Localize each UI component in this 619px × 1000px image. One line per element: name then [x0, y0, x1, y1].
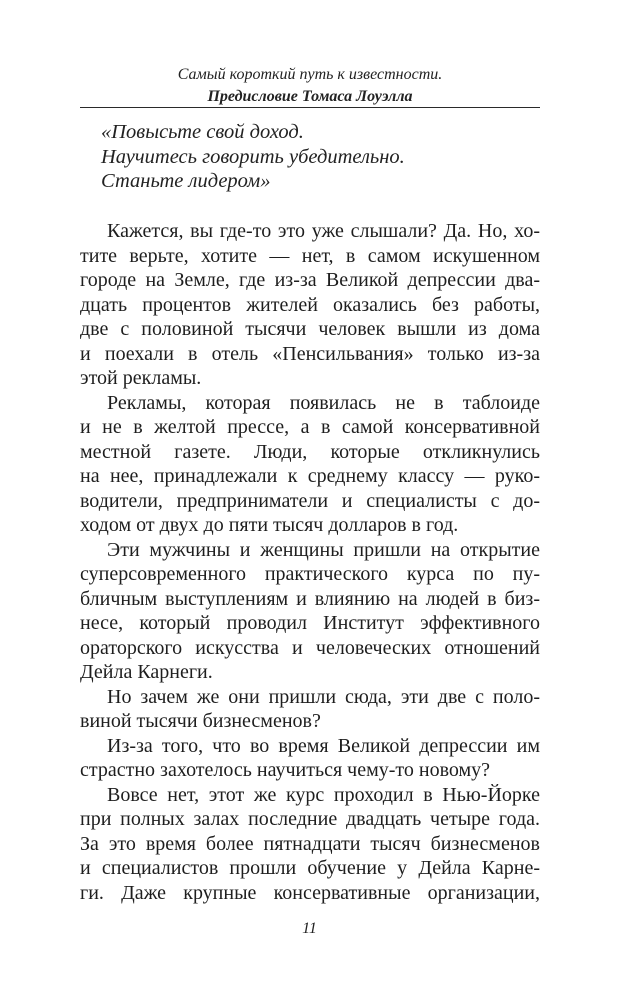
body-line: бличным выступлениям и влиянию на людей в биз- — [80, 587, 540, 610]
body-line: местной газете. Люди, которые откликнулись — [80, 440, 540, 463]
body-line: и специалистов прошли обучение у Дейла Карне- — [80, 857, 540, 879]
body-line: Из-за того, что во время Великой депрессии им — [107, 734, 540, 757]
body-line: Вовсе нет, этот же курс проходил в Нью-Йорке — [107, 783, 540, 806]
paragraph — [80, 685, 540, 734]
epigraph-line: Станьте лидером» — [101, 170, 271, 192]
body-line: при полных залах последние двадцать четыре года. — [80, 808, 540, 830]
body-line: ораторского искусства и человеческих отношений — [80, 636, 540, 659]
paragraph — [80, 538, 540, 685]
body-line: две с половиной тысячи человек вышли из дома — [80, 318, 540, 340]
body-line: Эти мужчины и женщины пришли на открытие — [107, 538, 540, 561]
body-text — [80, 219, 540, 905]
paragraph — [80, 219, 540, 391]
body-line: Рекламы, которая появилась не в таблоиде — [107, 391, 540, 414]
body-line: Но зачем же они пришли сюда, эти две с поло- — [107, 685, 540, 708]
body-line: и не в желтой прессе, а в самой консервативной — [80, 416, 540, 438]
epigraph-line: Научитесь говорить убедительно. — [101, 145, 405, 168]
body-line: на нее, принадлежали к среднему классу — руко- — [80, 465, 540, 487]
epigraph — [101, 120, 541, 194]
body-line: страстно захотелось научиться чему-то новому? — [80, 759, 491, 781]
page-number: 11 — [302, 920, 317, 937]
running-header — [80, 64, 540, 108]
body-line: За это время более пятнадцати тысяч бизнесменов — [80, 832, 540, 855]
body-line: ги. Даже крупные консервативные организации, — [80, 881, 540, 904]
paragraph — [80, 391, 540, 538]
paragraph — [80, 783, 540, 906]
body-line: виной тысячи бизнесменов? — [80, 710, 321, 732]
body-line: ходом от двух до пяти тысяч долларов в год. — [80, 514, 459, 536]
body-line: городе на Земле, где из-за Великой депрессии два- — [80, 269, 540, 291]
body-line: водители, предприниматели и специалисты с до- — [80, 489, 540, 512]
body-line: этой рекламы. — [80, 367, 202, 389]
running-header-subtitle: Предисловие Томаса Лоуэлла — [207, 88, 413, 105]
body-line: Кажется, вы где-то это уже слышали? Да. Но, хо- — [107, 220, 540, 242]
body-line: и поехали в отель «Пенсильвания» только из-за — [80, 342, 540, 365]
header-rule — [80, 107, 540, 108]
epigraph-line: «Повысьте свой доход. — [101, 121, 304, 143]
body-line: суперсовременного практического курса по пу- — [80, 563, 540, 585]
paragraph — [80, 734, 540, 783]
body-line: дцать процентов жителей оказались без работы, — [80, 293, 540, 316]
body-line: Дейла Карнеги. — [80, 661, 213, 683]
body-line: тите верьте, хотите — нет, в самом искушенном — [80, 244, 540, 267]
body-line: несе, который проводил Институт эффективного — [80, 612, 540, 634]
running-header-title: Самый короткий путь к известности. — [177, 66, 443, 83]
